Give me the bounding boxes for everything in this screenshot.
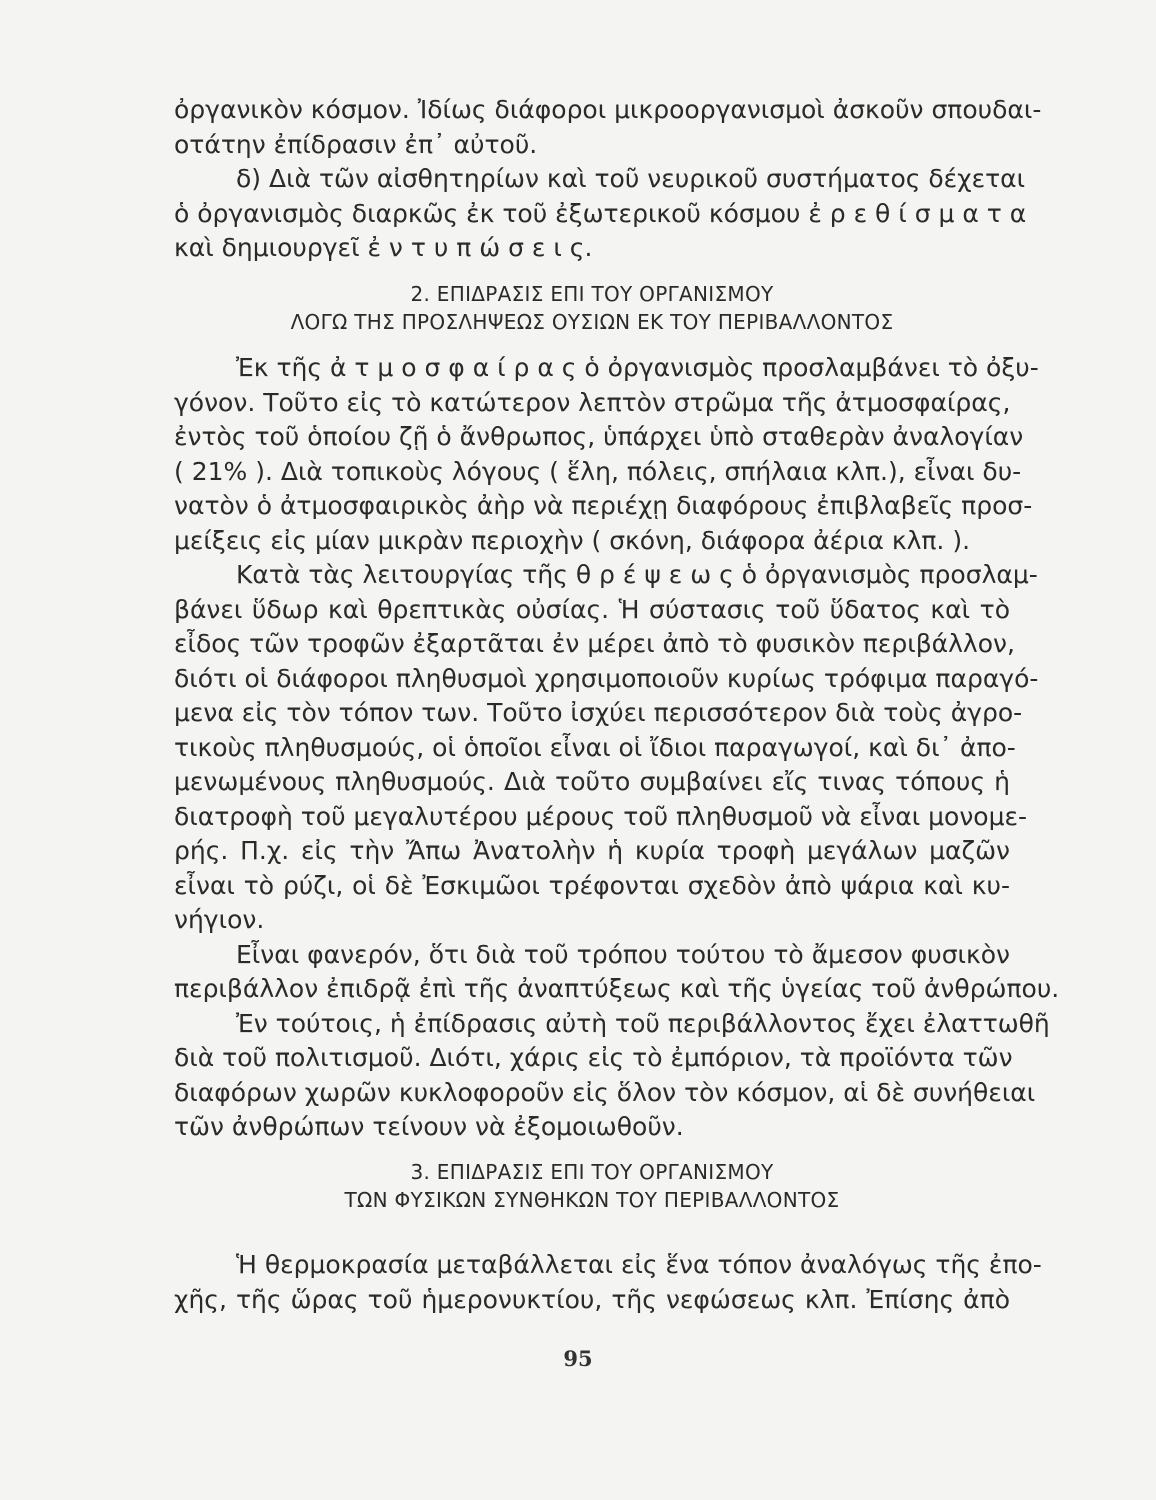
paragraph-block-2 [174, 351, 1060, 1145]
text-line: οτάτην ἐπίδρασιν ἐπ᾽ αὐτοῦ. [174, 129, 538, 159]
section-heading-3 [174, 1158, 1010, 1214]
text-line: μενωμένους πληθυσμούς. Διὰ τοῦτο συμβαίνει εἴς τινας τόπους ἡ [174, 767, 1010, 796]
text-line: διότι οἱ διάφοροι πληθυσμοὶ χρησιμοποιοῦν κυρίως τρόφιμα παραγό- [174, 663, 1039, 693]
text-line: εἶναι τὸ ρύζι, οἱ δὲ Ἐσκιμῶοι τρέφονται σχεδὸν ἀπὸ ψάρια καὶ κυ- [174, 870, 1010, 900]
text-line: εἶδος τῶν τροφῶν ἐξαρτᾶται ἐν μέρει ἀπὸ τὸ φυσικὸν περιβάλλον, [174, 629, 1015, 658]
text-line: διατροφὴ τοῦ μεγαλυτέρου μέρους τοῦ πληθυσμοῦ νὰ εἶναι μονομε- [174, 801, 1028, 831]
text-line: ἐντὸς τοῦ ὁποίου ζῇ ὁ ἄνθρωπος, ὑπάρχει ὑπὸ σταθερὰν ἀναλογίαν [174, 422, 1024, 451]
section-heading-line: ΛΟΓΩ ΤΗΣ ΠΡΟΣΛΗΨΕΩΣ ΟΥΣΙΩΝ ΕΚ ΤΟΥ ΠΕΡΙΒΑΛΛΟΝΤΟΣ [290, 310, 894, 334]
text-line: Ἐν τούτοις, ἡ ἐπίδρασις αὐτὴ τοῦ περιβάλλοντος ἔχει ἐλαττωθῆ [236, 1008, 1050, 1038]
paragraph-block-3 [174, 1248, 1042, 1317]
text-line: χῆς, τῆς ὥρας τοῦ ἡμερονυκτίου, τῆς νεφώσεως κλπ. Ἐπίσης ἀπὸ [174, 1284, 1010, 1314]
text-line: Κατὰ τὰς λειτουργίας τῆς θ ρ έ ψ ε ω ς ὁ ὀργανισμὸς προσλαμ- [236, 560, 1038, 589]
text-line: ὁ ὀργανισμὸς διαρκῶς ἐκ τοῦ ἐξωτερικοῦ κόσμου ἐ ρ ε θ ί σ μ α τ α [174, 198, 1027, 228]
text-line: νήγιον. [174, 905, 265, 934]
text-line: τικοὺς πληθυσμούς, οἱ ὁποῖοι εἶναι οἱ ἴδιοι παραγωγοί, καὶ δι᾽ ἀπο- [174, 732, 1016, 762]
paragraph-block-1 [174, 93, 1042, 266]
text-line: Ἐκ τῆς ἀ τ μ ο σ φ α ί ρ α ς ὁ ὀργανισμὸς προσλαμβάνει τὸ ὀξυ- [236, 353, 1039, 382]
text-line: γόνον. Τοῦτο εἰς τὸ κατώτερον λεπτὸν στρῶμα τῆς ἀτμοσφαίρας, [174, 387, 1011, 417]
text-line: μείξεις εἰς μίαν μικρὰν περιοχὴν ( σκόνη, διάφορα ἀέρια κλπ. ). [174, 525, 971, 555]
text-line: διὰ τοῦ πολιτισμοῦ. Διότι, χάρις εἰς τὸ ἐμπόριον, τὰ προϊόντα τῶν [174, 1043, 1013, 1072]
text-line: διαφόρων χωρῶν κυκλοφοροῦν εἰς ὅλον τὸν κόσμον, αἱ δὲ συνήθειαι [174, 1077, 1036, 1107]
page-number: 95 [563, 1346, 593, 1371]
text-line: ρής. Π.χ. εἰς τὴν Ἄπω Ἀνατολὴν ἡ κυρία τροφὴ μεγάλων μαζῶν [174, 836, 1010, 865]
text-line: δ) Διὰ τῶν αἰσθητηρίων καὶ τοῦ νευρικοῦ συστήματος δέχεται [236, 164, 1026, 193]
text-line: τῶν ἀνθρώπων τείνουν νὰ ἐξομοιωθοῦν. [174, 1112, 684, 1141]
text-line: περιβάλλον ἐπιδρᾷ ἐπὶ τῆς ἀναπτύξεως καὶ τῆς ὑγείας τοῦ ἀνθρώπου. [174, 974, 1060, 1003]
text-line: μενα εἰς τὸν τόπον των. Τοῦτο ἰσχύει περισσότερον διὰ τοὺς ἀγρο- [174, 698, 1023, 727]
section-heading-line: 2. ΕΠΙΔΡΑΣΙΣ ΕΠΙ ΤΟΥ ΟΡΓΑΝΙΣΜΟΥ [410, 282, 774, 306]
text-line: καὶ δημιουργεῖ ἐ ν τ υ π ώ σ ε ι ς. [174, 233, 593, 262]
text-line: νατὸν ὁ ἀτμοσφαιρικὸς ἀὴρ νὰ περιέχῃ διαφόρους ἐπιβλαβεῖς προσ- [174, 491, 1033, 520]
section-heading-line: ΤΩΝ ΦΥΣΙΚΩΝ ΣΥΝΘΗΚΩΝ ΤΟΥ ΠΕΡΙΒΑΛΛΟΝΤΟΣ [344, 1188, 840, 1212]
section-heading-2 [174, 280, 1010, 336]
text-line: ( 21% ). Διὰ τοπικοὺς λόγους ( ἕλη, πόλεις, σπήλαια κλπ.), εἶναι δυ- [174, 456, 1022, 486]
text-line: Εἶναι φανερόν, ὅτι διὰ τοῦ τρόπου τούτου τὸ ἄμεσον φυσικὸν [236, 939, 1010, 969]
text-line: Ἡ θερμοκρασία μεταβάλλεται εἰς ἕνα τόπον ἀναλόγως τῆς ἐπο- [236, 1250, 1042, 1279]
section-heading-line: 3. ΕΠΙΔΡΑΣΙΣ ΕΠΙ ΤΟΥ ΟΡΓΑΝΙΣΜΟΥ [410, 1160, 774, 1184]
text-line: βάνει ὕδωρ καὶ θρεπτικὰς οὐσίας. Ἡ σύστασις τοῦ ὕδατος καὶ τὸ [174, 594, 1010, 624]
text-line: ὀργανικὸν κόσμον. Ἰδίως διάφοροι μικροοργανισμοὶ ἀσκοῦν σπουδαι- [174, 95, 1042, 124]
